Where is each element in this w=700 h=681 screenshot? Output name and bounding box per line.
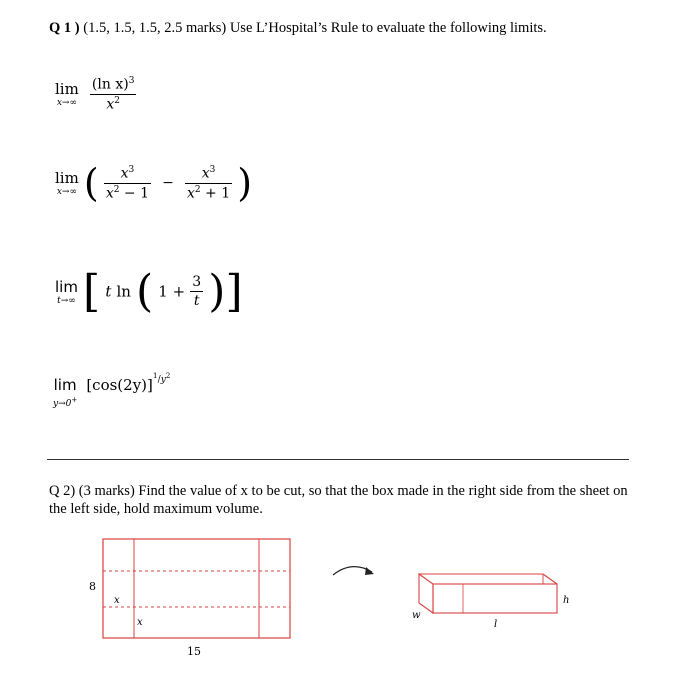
- limit-3-left-paren: (: [136, 266, 154, 317]
- limit-4-exponent-denominator: y: [160, 375, 166, 385]
- limit-3-fraction-denominator: t: [193, 293, 200, 309]
- limit-3-right-bracket: ]: [225, 266, 243, 317]
- limit-2-fraction-1-numerator: x: [120, 165, 129, 182]
- limit-1-lim: lim: [55, 80, 79, 99]
- limit-1-numerator: (ln x): [91, 76, 129, 93]
- cut-x-side-label: x: [114, 595, 120, 606]
- question-1-label: Q 1 ): [49, 20, 80, 36]
- box-length-label: l: [494, 619, 498, 630]
- question-1-text: (1.5, 1.5, 1.5, 2.5 marks) Use L’Hospital’s Rule to evaluate the following limits.: [83, 20, 547, 36]
- box-height-label: h: [563, 595, 570, 606]
- box-left-face: [419, 574, 433, 613]
- sheet-outline: [103, 539, 290, 638]
- limit-3-fraction-numerator: 3: [192, 274, 202, 290]
- limit-3-lim: lim: [55, 277, 78, 296]
- limit-3-t: t: [105, 282, 112, 301]
- limit-4-exponent-denominator-exponent: 2: [165, 372, 171, 380]
- limit-4-lim: lim: [53, 376, 77, 394]
- cut-x-bottom-label: x: [137, 617, 143, 628]
- limit-2-lim: lim: [55, 169, 79, 187]
- fold-arrow-icon: [333, 567, 374, 575]
- limit-2-fraction-1-denominator: x: [105, 185, 114, 202]
- limit-4-exponent-numerator: 1: [152, 371, 158, 380]
- limit-3-subscript: t→∞: [57, 295, 76, 306]
- limit-2-fraction-2-numerator-exponent: 3: [209, 164, 216, 175]
- limit-2-fraction-1-numerator-exponent: 3: [128, 164, 135, 175]
- limit-3-left-bracket: [: [83, 266, 101, 317]
- limit-4-subscript-plus: +: [71, 396, 78, 404]
- limit-2-left-paren: (: [83, 161, 99, 205]
- limit-2-fraction-2-numerator: x: [201, 165, 210, 182]
- question-2-text: Q 2) (3 marks) Find the value of x to be cut, so that the box made in the right side from the sheet on the left side, hold maximum volume.: [49, 483, 628, 517]
- limit-1-denominator: x: [106, 96, 115, 113]
- sheet-width-label: 15: [187, 645, 201, 658]
- box-diagram: [419, 574, 557, 613]
- limit-1-numerator-exponent: 3: [128, 76, 135, 86]
- limit-2-fraction-2-denominator: x: [186, 185, 195, 202]
- limit-2-subscript: x→∞: [56, 187, 77, 197]
- limit-1-denominator-exponent: 2: [114, 95, 120, 106]
- limit-3-ln: ln: [116, 282, 131, 301]
- limit-4-subscript: y→0: [53, 399, 72, 409]
- box-front-face: [433, 584, 557, 613]
- limit-4-exponent: 1/y2: [152, 371, 171, 385]
- limit-4-body: [cos(2y)]: [86, 376, 153, 394]
- box-width-label: w: [412, 610, 421, 621]
- limit-2-fraction-1-denominator-rest: − 1: [119, 185, 150, 202]
- limit-1-subscript: x→∞: [56, 98, 77, 109]
- limit-2-minus: −: [162, 175, 174, 191]
- limit-3-right-paren: ): [208, 266, 226, 317]
- limit-2-fraction-2-denominator-rest: + 1: [200, 185, 231, 202]
- limit-2-right-paren: ): [237, 161, 253, 205]
- limit-2-fraction-2-denominator-exponent: 2: [194, 184, 201, 195]
- limit-3-one-plus: 1 +: [158, 282, 186, 301]
- box-right-top-edge: [543, 574, 557, 584]
- limit-2-fraction-1-denominator-exponent: 2: [113, 184, 120, 195]
- sheet-diagram: [103, 539, 290, 638]
- sheet-height-label: 8: [89, 580, 96, 593]
